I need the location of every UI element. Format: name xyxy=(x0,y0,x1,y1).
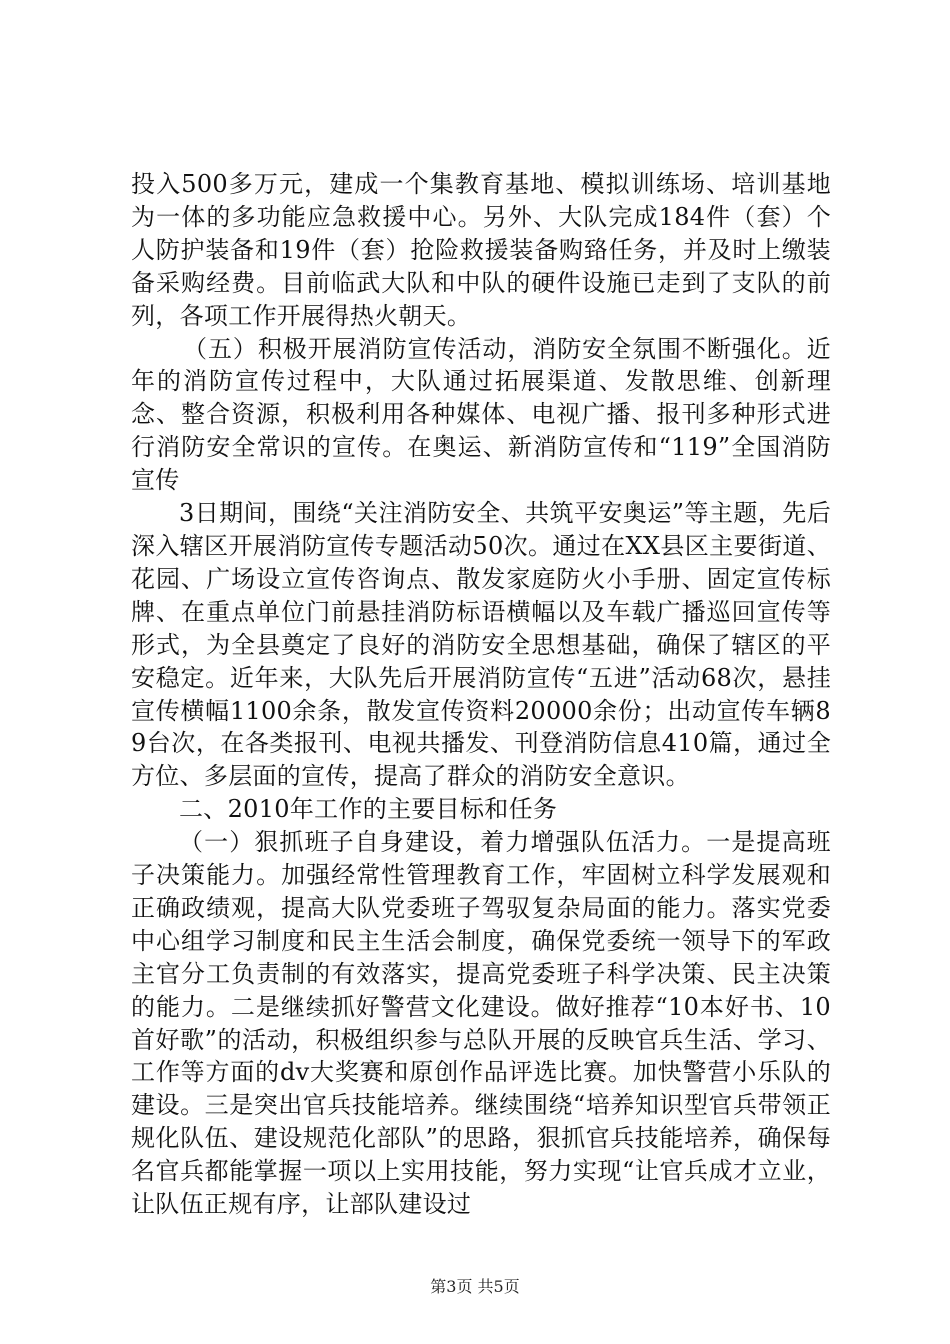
section-heading-2010-goals: 二、2010年工作的主要目标和任务 xyxy=(179,795,558,824)
document-body xyxy=(131,168,831,1221)
paragraph-fire-publicity-heading: （五）积极开展消防宣传活动，消防安全氛围不断强化。近年的消防宣传过程中，大队通过拓展渠道、发散思维、创新理念、整合资源，积极利用各种媒体、电视广播、报刊多种形式进行消防安全常识的宣传。在奥运、新消防宣传和“119”全国消防宣传 xyxy=(131,334,831,495)
paragraph-fire-publicity-activities: 3日期间，围绕“关注消防安全、共筑平安奥运”等主题，先后深入辖区开展消防宣传专题活动50次。通过在XX县区主要街道、花园、广场设立宣传咨询点、散发家庭防火小手册、固定宣传标牌、在重点单位门前悬挂消防标语横幅以及车载广播巡回宣传等形式，为全县奠定了良好的消防安全思想基础，确保了辖区的平安稳定。近年来，大队先后开展消防宣传“五进”活动68次，悬挂宣传横幅1100余条，散发宣传资料20000余份；出动宣传车辆89台次，在各类报刊、电视共播发、刊登消防信息410篇，通过全方位、多层面的宣传，提高了群众的消防安全意识。 xyxy=(131,499,831,791)
page-number-footer: 第3页 共5页 xyxy=(430,1277,520,1296)
paragraph-leadership-building: （一）狠抓班子自身建设，着力增强队伍活力。一是提高班子决策能力。加强经常性管理教育工作，牢固树立科学发展观和正确政绩观，提高大队党委班子驾驭复杂局面的能力。落实党委中心组学习制度和民主生活会制度，确保党委统一领导下的军政主官分工负责制的有效落实，提高党委班子科学决策、民主决策的能力。二是继续抓好警营文化建设。做好推荐“10本好书、10首好歌”的活动，积极组织参与总队开展的反映官兵生活、学习、工作等方面的dv大奖赛和原创作品评选比赛。加快警营小乐队的建设。三是突出官兵技能培养。继续围绕“培养知识型官兵带领正规化队伍、建设规范化部队”的思路，狠抓官兵技能培养，确保每名官兵都能掌握一项以上实用技能，努力实现“让官兵成才立业，让队伍正规有序，让部队建设过 xyxy=(131,828,831,1219)
paragraph-equipment-investment: 投入500多万元，建成一个集教育基地、模拟训练场、培训基地为一体的多功能应急救援中心。另外、大队完成184件（套）个人防护装备和19件（套）抢险救援装备购臵任务，并及时上缴装备采购经费。目前临武大队和中队的硬件设施已走到了支队的前列，各项工作开展得热火朝天。 xyxy=(131,170,831,330)
